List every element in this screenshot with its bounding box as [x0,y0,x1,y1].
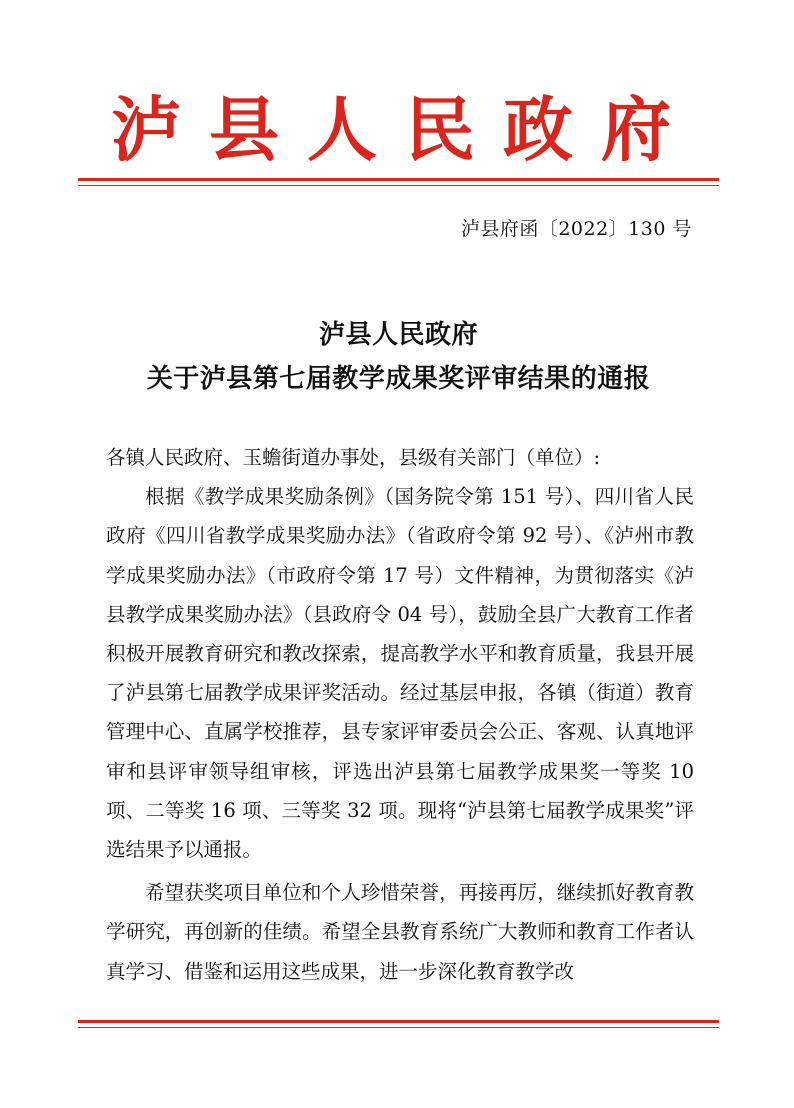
footer-red-rule-thin [78,1027,719,1028]
document-title-subject: 关于泸县第七届教学成果奖评审结果的通报 [146,364,651,394]
masthead-title: 泸县人民政府 [111,88,699,171]
salutation: 各镇人民政府、玉蟾街道办事处，县级有关部门（单位）: [106,446,601,469]
body-paragraph: 希望获奖项目单位和个人珍惜荣誉，再接再厉，继续抓好教育教学研究，再创新的佳绩。希望全县教育系统广大教师和教育工作者认真学习、借鉴和运用这些成果，进一步深化教育教学改 [106,881,694,983]
document-body [106,438,694,991]
header-red-rule-thick [78,178,719,181]
header-red-rule-thin [78,185,719,186]
footer-red-rule-thick [78,1020,719,1023]
document-number: 泸县府函〔2022〕130 号 [460,218,692,240]
body-paragraph: 根据《教学成果奖励条例》（国务院令第 151 号）、四川省人民政府《四川省教学成果奖励办法》（省政府令第 92 号）、《泸州市教学成果奖励办法》（市政府令第 17 号）文件精神，为贯彻落实《泸县教学成果奖励办法》（县政府令 04 号），鼓励全县广大教育工作者积极开展教育研究和教改探索，提高教学水平和教育质量，我县开展了泸县第七届教学成果评奖活动。经过基层申报，各镇（街道）教育管理中心、直属学校推荐，县专家评审委员会公正、客观、认真地评审和县评审领导组审核，评选出泸县第七届教学成果奖一等奖 10 项、二等奖 16 项、三等奖 32 项。现将“泸县第七届教学成果奖”评选结果予以通报。 [106,485,694,862]
document-title-issuer: 泸县人民政府 [318,320,478,350]
